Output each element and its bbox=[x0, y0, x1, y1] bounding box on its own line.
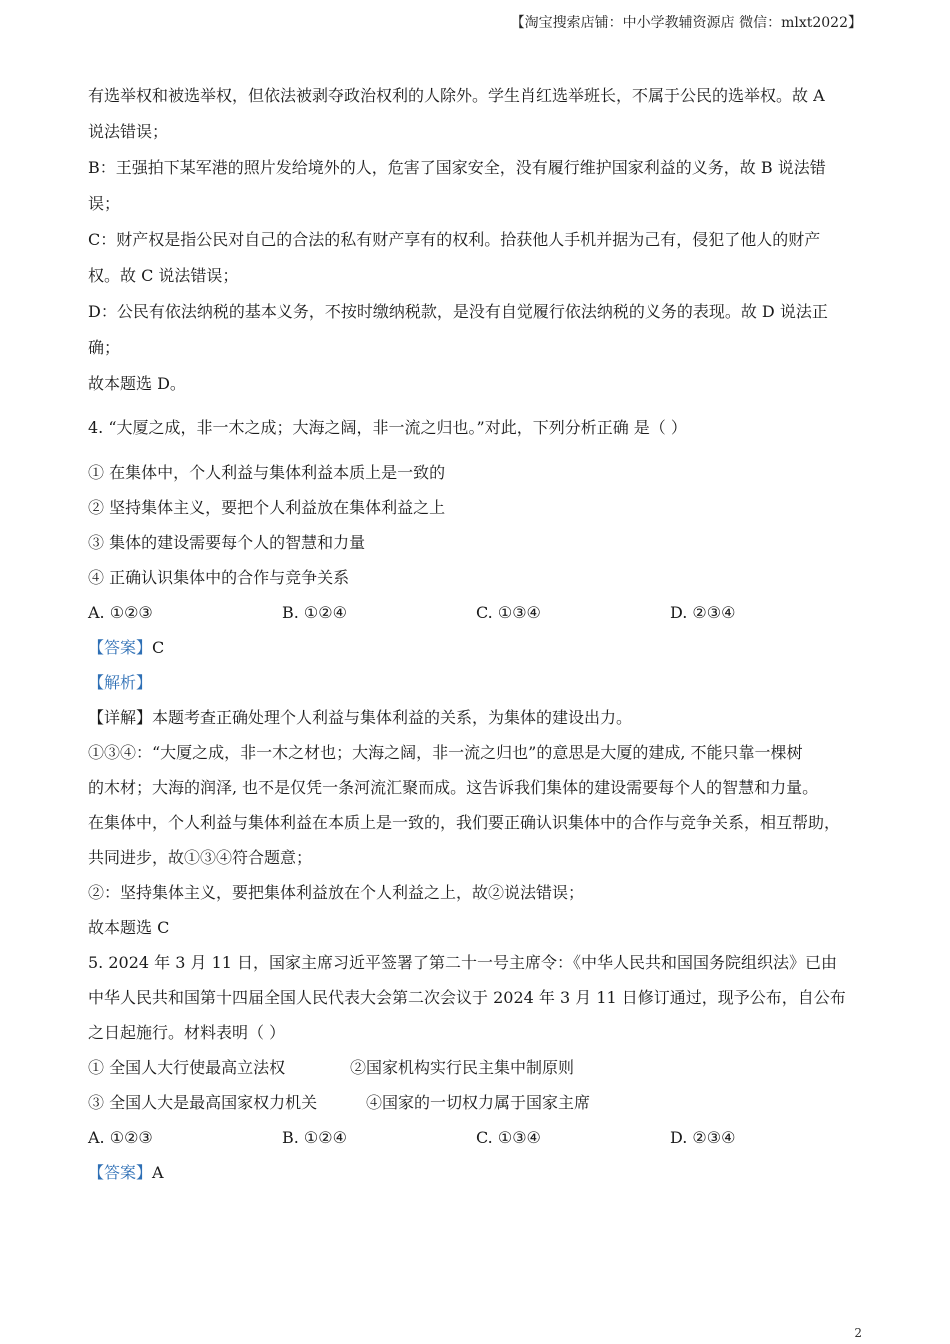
answer-options bbox=[88, 1120, 878, 1155]
analysis-tag: 【解析】 bbox=[88, 673, 153, 692]
analysis-line: B：王强拍下某军港的照片发给境外的人，危害了国家安全，没有履行维护国家利益的义务，故 B 说法错 bbox=[88, 158, 826, 177]
statement-3: ③ 集体的建设需要每个人的智慧和力量 bbox=[88, 533, 366, 552]
option-c: C. ①③④ bbox=[476, 603, 541, 622]
answer-line bbox=[88, 1155, 878, 1190]
explanation-line: 在集体中，个人利益与集体利益在本质上是一致的，我们要正确认识集体中的合作与竞争关系，相互帮助， bbox=[88, 813, 841, 832]
answer-tag: 【答案】 bbox=[88, 638, 153, 657]
question-stem: 5. 2024 年 3 月 11 日，国家主席习近平签署了第二十一号主席令：《中华人民共和国国务院组织法》已由 bbox=[88, 953, 838, 972]
answer-value: A bbox=[152, 1163, 164, 1182]
statement-2: ② 坚持集体主义，要把个人利益放在集体利益之上 bbox=[88, 498, 446, 517]
option-c: C. ①③④ bbox=[476, 1128, 541, 1147]
answer-tag: 【答案】 bbox=[88, 1163, 153, 1182]
statement-2: ②国家机构实行民主集中制原则 bbox=[350, 1058, 575, 1077]
explanation-line: ①③④：“大厦之成，非一木之材也；大海之阔，非一流之归也”的意思是大厦的建成, 不能只靠一棵树 bbox=[88, 743, 803, 762]
option-b: B. ①②④ bbox=[282, 1128, 347, 1147]
option-d: D. ②③④ bbox=[670, 603, 736, 622]
question-stem: 中华人民共和国第十四届全国人民代表大会第二次会议于 2024 年 3 月 11 日修订通过，现予公布，自公布 bbox=[88, 988, 846, 1007]
analysis-line: 误； bbox=[88, 194, 121, 213]
detail-text: 本题考查正确处理个人利益与集体利益的关系，为集体的建设出力。 bbox=[152, 708, 633, 727]
analysis-line: 有选举权和被选举权，但依法被剥夺政治权利的人除外。学生肖红选举班长，不属于公民的选举权。故 A bbox=[88, 86, 825, 105]
answer-line bbox=[88, 630, 878, 665]
analysis-heading bbox=[88, 665, 878, 700]
conclusion-line: 故本题选 C bbox=[88, 918, 170, 937]
page-header: 【淘宝搜索店铺：中小学教辅资源店 微信：mlxt2022】 bbox=[510, 15, 862, 31]
explanation-line: 的木材；大海的润泽, 也不是仅凭一条河流汇聚而成。这告诉我们集体的建设需要每个人的智慧和力量。 bbox=[88, 778, 819, 797]
option-a: A. ①②③ bbox=[88, 603, 153, 622]
detail-line bbox=[88, 700, 878, 735]
previous-question-analysis bbox=[88, 78, 878, 402]
page-number: 2 bbox=[854, 1326, 862, 1340]
analysis-line: D：公民有依法纳税的基本义务，不按时缴纳税款，是没有自觉履行依法纳税的义务的表现。故 D 说法正 bbox=[88, 302, 828, 321]
analysis-line: 确； bbox=[88, 338, 121, 357]
answer-options bbox=[88, 595, 878, 630]
question-stem: 之日起施行。材料表明（ ） bbox=[88, 1023, 286, 1042]
question-5 bbox=[88, 945, 878, 1190]
detail-tag: 【详解】 bbox=[88, 708, 153, 727]
question-4 bbox=[88, 410, 878, 945]
statement-1: ① 全国人大行使最高立法权 bbox=[88, 1058, 286, 1077]
analysis-line: 说法错误； bbox=[88, 122, 169, 141]
document-body bbox=[88, 78, 878, 1190]
explanation-line: ②：坚持集体主义，要把集体利益放在个人利益之上，故②说法错误； bbox=[88, 883, 585, 902]
statement-row bbox=[88, 1050, 878, 1085]
statement-4: ④ 正确认识集体中的合作与竞争关系 bbox=[88, 568, 350, 587]
statement-1: ① 在集体中，个人利益与集体利益本质上是一致的 bbox=[88, 463, 446, 482]
statement-row bbox=[88, 1085, 878, 1120]
statement-3: ③ 全国人大是最高国家权力机关 bbox=[88, 1093, 318, 1112]
answer-value: C bbox=[152, 638, 165, 657]
explanation-line: 共同进步，故①③④符合题意； bbox=[88, 848, 313, 867]
conclusion-line: 故本题选 D。 bbox=[88, 374, 186, 393]
option-a: A. ①②③ bbox=[88, 1128, 153, 1147]
question-stem: 4. “大厦之成，非一木之成；大海之阔，非一流之归也。”对此，下列分析正确 是（ ） bbox=[88, 418, 687, 437]
analysis-line: 权。故 C 说法错误； bbox=[88, 266, 239, 285]
statement-4: ④国家的一切权力属于国家主席 bbox=[366, 1093, 591, 1112]
analysis-line: C：财产权是指公民对自己的合法的私有财产享有的权利。拾获他人手机并据为己有，侵犯了他人的财产 bbox=[88, 230, 821, 249]
option-d: D. ②③④ bbox=[670, 1128, 736, 1147]
option-b: B. ①②④ bbox=[282, 603, 347, 622]
